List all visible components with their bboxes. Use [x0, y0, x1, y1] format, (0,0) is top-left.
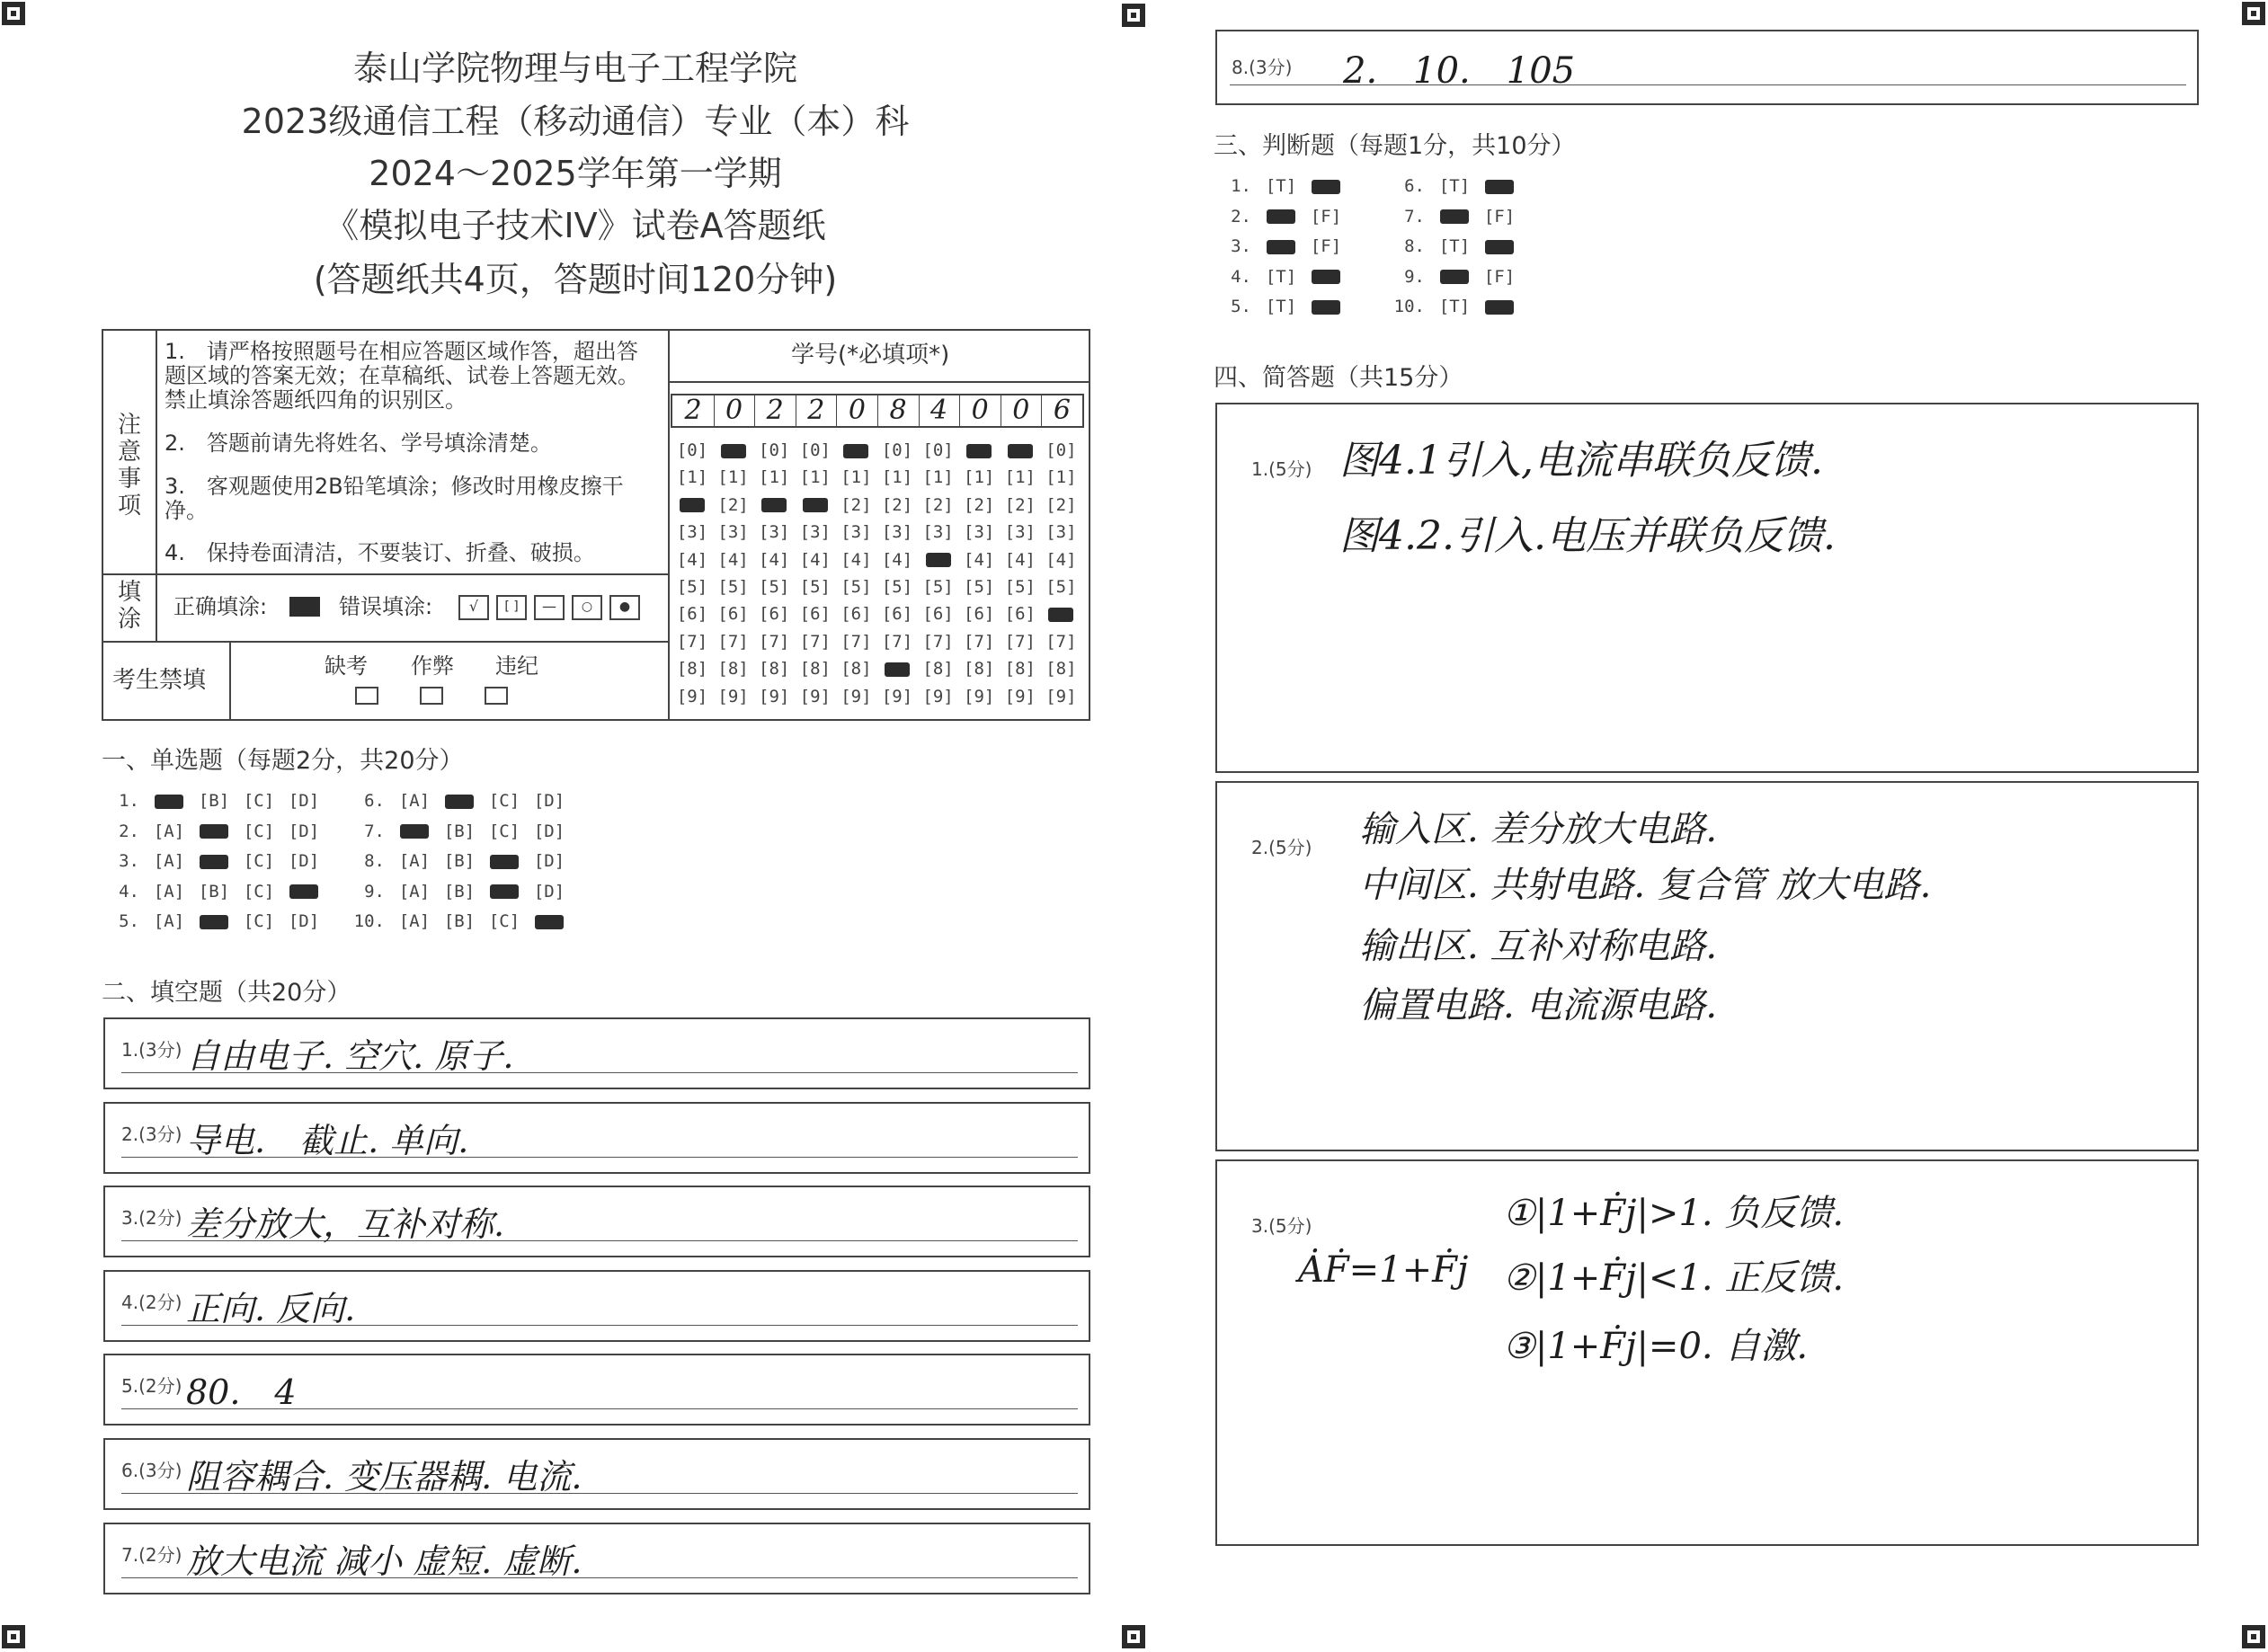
option-bubble[interactable]: [F] [1483, 206, 1516, 226]
question-number: 5. [1231, 297, 1251, 316]
student-id-bubble[interactable]: [0] [1045, 440, 1077, 460]
filled-mark [1008, 444, 1033, 458]
student-id-digit-2: 0 [725, 395, 743, 426]
wrong-fill-samples [458, 595, 640, 620]
option-bubble-filled[interactable] [1312, 300, 1340, 315]
student-id-bubble[interactable]: [0] [799, 440, 831, 460]
student-id-bubble[interactable]: [1] [799, 467, 831, 488]
fill-item-2-label: 2.(3分) [121, 1123, 182, 1145]
option-bubble[interactable]: [D] [288, 791, 320, 811]
fill-item-3-answer[interactable]: 差分放大，互补对称. [186, 1204, 505, 1245]
student-id-bubble[interactable]: [9] [922, 686, 954, 706]
student-id-bubble[interactable]: [3] [840, 522, 872, 543]
option-bubble-filled[interactable] [535, 915, 564, 929]
student-id-bubble[interactable]: [9] [759, 686, 790, 706]
student-id-bubble[interactable]: [2] [881, 494, 913, 515]
option-bubble[interactable]: [D] [533, 791, 565, 811]
student-id-bubble[interactable]: [7] [759, 631, 790, 652]
option-bubble-filled[interactable] [400, 824, 429, 839]
corner-marker-top-center [1122, 4, 1145, 27]
option-bubble[interactable]: [D] [288, 911, 320, 931]
student-id-bubble[interactable]: [1] [676, 467, 708, 488]
student-id-bubble[interactable]: [0] [759, 440, 790, 460]
student-id-bubble[interactable]: [6] [717, 604, 749, 625]
option-bubble[interactable]: [A] [153, 851, 185, 871]
single-choice-row [103, 851, 326, 871]
fill-item-4-box [103, 1270, 1090, 1342]
corner-marker-bottom-right [2242, 1625, 2265, 1648]
student-id-bubble-filled[interactable] [836, 440, 876, 460]
question-number: 4. [119, 881, 139, 901]
short-answer-2-box [1215, 781, 2199, 1151]
student-id-bubble[interactable]: [5] [964, 577, 995, 597]
question-number: 9. [1404, 266, 1425, 287]
student-id-title: 学号(*必填项*) [791, 342, 950, 369]
filled-mark [803, 498, 828, 512]
fill-item-2-box [103, 1102, 1090, 1174]
section1-title: 一、单选题（每题2分，共20分） [102, 747, 464, 775]
student-id-digit-10: 6 [1053, 395, 1071, 426]
student-id-bubble-filled[interactable] [877, 659, 917, 679]
question-number: 5. [119, 911, 139, 931]
option-bubble[interactable]: [F] [1310, 236, 1342, 256]
fill-vertical-label: 填涂 [117, 579, 141, 633]
student-id-bubble[interactable]: [6] [676, 604, 708, 625]
fill-item-4-label: 4.(2分) [121, 1291, 182, 1313]
student-id-bubble[interactable]: [1] [840, 467, 872, 488]
option-bubble-filled[interactable] [1485, 300, 1514, 315]
wrong-mark-check: √ [458, 595, 489, 620]
exam-subtitle: (答题纸共4页，答题时间120分钟) [313, 260, 838, 299]
exam-title: 《模拟电子技术IV》试卷A答题纸 [325, 206, 826, 245]
student-id-bubble[interactable]: [6] [1004, 604, 1036, 625]
student-id-bubble-filled[interactable] [919, 550, 958, 570]
single-choice-row [103, 911, 326, 931]
fill-item-8-box [1215, 30, 2199, 105]
fill-item-6-box [103, 1438, 1090, 1510]
fill-item-7-box [103, 1523, 1090, 1594]
student-id-bubble[interactable]: [4] [676, 549, 708, 570]
student-id-bubble[interactable]: [2] [922, 494, 954, 515]
option-bubble[interactable]: [B] [443, 911, 476, 931]
short-answer-3-line-1: ①|1+Ḟj|>1. 负反馈. [1503, 1193, 1845, 1234]
fill-item-1-label: 1.(3分) [121, 1039, 182, 1061]
option-bubble[interactable]: [C] [488, 911, 520, 931]
option-bubble[interactable]: [T] [1265, 176, 1297, 196]
option-bubble-filled[interactable] [1312, 270, 1340, 284]
wrong-mark-bracket: [ ] [496, 595, 527, 620]
fill-item-5-box [103, 1354, 1090, 1426]
filled-mark [1048, 608, 1073, 622]
student-id-bubble[interactable]: [7] [676, 631, 708, 652]
option-bubble[interactable]: [C] [243, 851, 275, 871]
fill-item-7-answer[interactable]: 放大电流 减小 虚短. 虚断. [186, 1541, 583, 1581]
option-bubble[interactable]: [A] [153, 911, 185, 931]
student-id-bubble[interactable]: [9] [799, 686, 831, 706]
student-id-digit-4: 2 [807, 395, 825, 426]
student-id-bubble[interactable]: [2] [840, 494, 872, 515]
notice-item-1: 1. 请严格按照题号在相应答题区域作答，超出答题区域的答案无效；在草稿纸、试卷上答题无效。禁止填涂答题纸四角的识别区。 [165, 339, 639, 413]
student-id-bubble[interactable]: [7] [964, 631, 995, 652]
single-choice-row [103, 822, 326, 841]
option-bubble-filled[interactable] [200, 855, 228, 869]
term-title: 2024～2025学年第一学期 [369, 154, 782, 193]
option-bubble[interactable]: [A] [398, 851, 431, 871]
student-id-bubble-filled[interactable] [672, 495, 712, 515]
option-bubble[interactable]: [T] [1438, 236, 1471, 256]
option-bubble-filled[interactable] [289, 884, 318, 899]
student-id-bubble[interactable]: [6] [759, 604, 790, 625]
filled-mark [926, 553, 951, 567]
single-choice-row [103, 882, 326, 901]
true-false-row [1215, 207, 1348, 226]
question-number: 8. [1404, 236, 1425, 256]
option-bubble[interactable]: [B] [198, 881, 230, 901]
option-bubble-filled[interactable] [200, 824, 228, 839]
question-number: 6. [364, 791, 385, 811]
corner-marker-top-right [2242, 2, 2265, 25]
short-answer-1-line-2: 图4.2.引入.电压并联负反馈. [1339, 513, 1836, 559]
student-id-bubble[interactable]: [3] [799, 522, 831, 543]
wrong-mark-dash: — [534, 595, 565, 620]
student-id-bubble[interactable]: [4] [964, 549, 995, 570]
student-id-bubble[interactable]: [9] [1045, 686, 1077, 706]
student-id-bubble[interactable]: [1] [759, 467, 790, 488]
question-number: 3. [119, 851, 139, 871]
fill-item-6-answer[interactable]: 阻容耦合. 变压器耦. 电流. [186, 1457, 583, 1497]
student-id-bubble[interactable]: [4] [717, 549, 749, 570]
student-id-bubble[interactable]: [9] [964, 686, 995, 706]
option-bubble-filled[interactable] [1312, 180, 1340, 194]
student-id-bubble[interactable]: [4] [799, 549, 831, 570]
fill-item-6-label: 6.(3分) [121, 1460, 182, 1481]
student-id-digit-7: 4 [930, 395, 948, 426]
student-id-bubble[interactable]: [0] [881, 440, 913, 460]
option-bubble[interactable]: [D] [288, 851, 320, 871]
student-id-bubble[interactable]: [7] [1004, 631, 1036, 652]
true-false-row [1215, 267, 1348, 287]
option-bubble-filled[interactable] [1485, 180, 1514, 194]
option-bubble-filled[interactable] [1440, 209, 1469, 224]
student-id-bubble[interactable]: [1] [1045, 467, 1077, 488]
student-id-bubble[interactable]: [8] [1004, 659, 1036, 679]
question-number: 9. [364, 881, 385, 901]
student-id-bubble[interactable]: [3] [1045, 522, 1077, 543]
notice-item-2: 2. 答题前请先将姓名、学号填涂清楚。 [165, 431, 552, 456]
corner-marker-bottom-center [1122, 1625, 1145, 1648]
student-id-bubble-filled[interactable] [714, 440, 753, 460]
true-false-row [1389, 236, 1522, 256]
fill-item-3-box [103, 1186, 1090, 1257]
filled-mark [966, 444, 992, 458]
wrong-mark-circle: ○ [572, 595, 602, 620]
option-bubble[interactable]: [C] [243, 821, 275, 841]
option-bubble[interactable]: [C] [243, 791, 275, 811]
student-id-bubble[interactable]: [9] [840, 686, 872, 706]
true-false-row [1215, 176, 1348, 196]
short-answer-2-line-4: 偏置电路. 电流源电路. [1359, 985, 1718, 1026]
student-id-bubble[interactable]: [6] [964, 604, 995, 625]
question-number: 6. [1404, 176, 1425, 196]
option-bubble-filled[interactable] [200, 915, 228, 929]
student-id-bubble[interactable]: [5] [922, 577, 954, 597]
option-bubble[interactable]: [B] [443, 851, 476, 871]
option-bubble[interactable]: [D] [533, 851, 565, 871]
student-id-bubble[interactable]: [8] [759, 659, 790, 679]
student-id-bubble[interactable]: [5] [717, 577, 749, 597]
option-bubble-filled[interactable] [490, 884, 519, 899]
fill-item-8-answer: 2. 10. 105 [1343, 50, 1576, 92]
student-id-bubble[interactable]: [5] [1045, 577, 1077, 597]
true-false-row [1389, 297, 1522, 316]
student-id-bubble-filled[interactable] [1001, 440, 1040, 460]
student-id-digit-8: 0 [971, 395, 989, 426]
student-id-bubble[interactable]: [1] [964, 467, 995, 488]
student-id-bubble[interactable]: [9] [676, 686, 708, 706]
fill-item-4-answer[interactable]: 正向. 反向. [186, 1288, 356, 1328]
student-id-bubble[interactable]: [2] [964, 494, 995, 515]
filled-mark [885, 662, 910, 677]
notice-item-4: 4. 保持卷面清洁，不要装订、折叠、破损。 [165, 540, 595, 565]
student-id-bubble-filled[interactable] [796, 495, 835, 515]
filled-mark [680, 498, 705, 512]
student-id-digit-6: 8 [889, 395, 907, 426]
true-false-row [1389, 207, 1522, 226]
option-bubble[interactable]: [A] [153, 881, 185, 901]
option-bubble[interactable]: [T] [1265, 297, 1297, 316]
student-id-bubble[interactable]: [1] [717, 467, 749, 488]
short-answer-3-formula: ȦḞ=1+Ḟj [1298, 1249, 1469, 1291]
option-bubble-filled[interactable] [1267, 209, 1295, 224]
forbidden-label: 考生禁填 [112, 667, 207, 694]
short-answer-2-line-3: 输出区. 互补对称电路. [1359, 926, 1718, 967]
question-number: 2. [119, 821, 139, 841]
option-bubble[interactable]: [D] [533, 881, 565, 901]
student-id-bubble[interactable]: [9] [881, 686, 913, 706]
wrong-fill-label: 错误填涂: [339, 594, 433, 619]
correct-fill-label: 正确填涂: [173, 594, 268, 619]
student-id-bubble[interactable]: [5] [1004, 577, 1036, 597]
single-choice-row [349, 882, 572, 901]
student-id-bubble[interactable]: [8] [799, 659, 831, 679]
student-id-bubble[interactable]: [8] [717, 659, 749, 679]
student-id-bubble[interactable]: [8] [840, 659, 872, 679]
student-id-bubble[interactable]: [2] [1045, 494, 1077, 515]
student-id-digit-1: 2 [684, 395, 702, 426]
question-number: 10. [1393, 297, 1425, 316]
short-answer-3-box [1215, 1159, 2199, 1546]
question-number: 7. [364, 821, 385, 841]
single-choice-row [349, 911, 572, 931]
student-id-digit-9: 0 [1012, 395, 1030, 426]
short-answer-1-label: 1.(5分) [1251, 458, 1312, 480]
student-id-bubble[interactable]: [8] [1045, 659, 1077, 679]
student-id-bubble[interactable]: [7] [840, 631, 872, 652]
correct-fill-sample [289, 597, 320, 617]
option-bubble[interactable]: [A] [153, 821, 185, 841]
option-bubble-filled[interactable] [490, 855, 519, 869]
student-id-bubble[interactable]: [4] [840, 549, 872, 570]
option-bubble[interactable]: [C] [488, 791, 520, 811]
student-id-bubble[interactable]: [3] [717, 522, 749, 543]
student-id-bubble[interactable]: [1] [922, 467, 954, 488]
short-answer-1-line-1: 图4.1引入,电流串联负反馈. [1339, 438, 1823, 484]
filled-mark [761, 498, 787, 512]
student-id-bubble[interactable]: [3] [759, 522, 790, 543]
option-bubble[interactable]: [D] [533, 821, 565, 841]
student-id-bubble[interactable]: [7] [799, 631, 831, 652]
student-id-bubble[interactable]: [6] [922, 604, 954, 625]
notice-item-3: 3. 客观题使用2B铅笔填涂；修改时用橡皮擦干净。 [165, 474, 624, 523]
option-bubble[interactable]: [B] [443, 881, 476, 901]
single-choice-row [349, 851, 572, 871]
short-answer-2-line-1: 输入区. 差分放大电路. [1359, 809, 1718, 850]
short-answer-1-box [1215, 403, 2199, 773]
student-id-bubble[interactable]: [7] [881, 631, 913, 652]
student-id-bubble[interactable]: [4] [1004, 549, 1036, 570]
student-id-bubble[interactable]: [5] [881, 577, 913, 597]
student-id-bubble[interactable]: [5] [676, 577, 708, 597]
fill-item-3-label: 3.(2分) [121, 1207, 182, 1230]
option-bubble[interactable]: [A] [398, 881, 431, 901]
filled-mark [721, 444, 746, 458]
student-id-bubble[interactable]: [5] [799, 577, 831, 597]
single-choice-row [349, 822, 572, 841]
option-bubble-filled[interactable] [1267, 240, 1295, 254]
student-id-bubble[interactable]: [2] [1004, 494, 1036, 515]
true-false-row [1389, 176, 1522, 196]
short-answer-3-line-3: ③|1+Ḟj|=0. 自激. [1503, 1326, 1809, 1367]
question-number: 10. [353, 911, 385, 931]
student-id-bubble[interactable]: [5] [759, 577, 790, 597]
option-bubble[interactable]: [C] [243, 881, 275, 901]
student-id-bubble[interactable]: [6] [840, 604, 872, 625]
student-id-bubble-filled[interactable] [754, 495, 794, 515]
student-id-digit-5: 0 [848, 395, 866, 426]
notice-vertical-label: 注意事项 [117, 412, 141, 520]
single-choice-row [103, 791, 326, 811]
option-bubble-filled[interactable] [1440, 270, 1469, 284]
question-number: 3. [1231, 236, 1251, 256]
corner-marker-top-left [2, 2, 25, 25]
option-bubble[interactable]: [A] [398, 911, 431, 931]
option-bubble[interactable]: [C] [488, 821, 520, 841]
absent-label: 缺考 [325, 653, 368, 679]
fill-item-7-label: 7.(2分) [121, 1543, 182, 1566]
option-bubble[interactable]: [F] [1310, 206, 1342, 226]
option-bubble[interactable]: [T] [1265, 266, 1297, 287]
student-id-bubble[interactable]: [4] [881, 549, 913, 570]
section3-title: 三、判断题（每题1分，共10分） [1214, 132, 1576, 160]
student-id-bubble[interactable]: [8] [964, 659, 995, 679]
true-false-row [1215, 297, 1348, 316]
violation-checkbox[interactable] [485, 687, 508, 705]
option-bubble[interactable]: [T] [1438, 297, 1471, 316]
student-id-bubble[interactable]: [3] [1004, 522, 1036, 543]
student-id-bubble[interactable]: [1] [1004, 467, 1036, 488]
student-id-bubble[interactable]: [9] [1004, 686, 1036, 706]
student-id-bubble[interactable]: [8] [676, 659, 708, 679]
option-bubble[interactable]: [F] [1483, 266, 1516, 287]
student-id-bubble[interactable]: [3] [676, 522, 708, 543]
question-number: 2. [1231, 206, 1251, 226]
question-number: 1. [119, 791, 139, 811]
fill-item-5-label: 5.(2分) [121, 1375, 182, 1398]
short-answer-2-line-2: 中间区. 共射电路. 复合管 放大电路. [1359, 865, 1932, 906]
student-id-bubble[interactable]: [3] [964, 522, 995, 543]
student-id-bubble-filled[interactable] [1041, 604, 1081, 624]
option-bubble[interactable]: [T] [1438, 176, 1471, 196]
true-false-row [1215, 236, 1348, 256]
student-id-bubble[interactable]: [4] [1045, 549, 1077, 570]
option-bubble-filled[interactable] [445, 795, 474, 809]
short-answer-2-label: 2.(5分) [1251, 837, 1312, 858]
section4-title: 四、简答题（共15分） [1214, 364, 1463, 392]
student-id-bubble[interactable]: [0] [676, 440, 708, 460]
student-id-bubble[interactable]: [7] [922, 631, 954, 652]
short-answer-3-line-2: ②|1+Ḟj|<1. 正反馈. [1503, 1257, 1845, 1299]
cheating-label: 作弊 [411, 653, 454, 679]
student-id-bubble[interactable]: [6] [799, 604, 831, 625]
fill-item-1-answer[interactable]: 自由电子. 空穴. 原子. [186, 1036, 514, 1076]
section2-title: 二、填空题（共20分） [102, 979, 351, 1007]
student-id-digit-3: 2 [766, 395, 784, 426]
major-title: 2023级通信工程（移动通信）专业（本）科 [241, 102, 910, 141]
wrong-mark-dot: ● [609, 595, 640, 620]
option-bubble-filled[interactable] [1485, 240, 1514, 254]
student-id-bubble[interactable]: [4] [759, 549, 790, 570]
school-title: 泰山学院物理与电子工程学院 [352, 49, 797, 88]
option-bubble[interactable]: [C] [243, 911, 275, 931]
option-bubble[interactable]: [B] [443, 821, 476, 841]
student-id-bubble-filled[interactable] [959, 440, 999, 460]
question-number: 4. [1231, 266, 1251, 287]
option-bubble[interactable]: [D] [288, 821, 320, 841]
student-id-bubble[interactable]: [8] [922, 659, 954, 679]
question-number: 7. [1404, 206, 1425, 226]
student-id-bubble[interactable]: [2] [717, 494, 749, 515]
fill-item-1-box [103, 1017, 1090, 1089]
student-id-bubble[interactable]: [9] [717, 686, 749, 706]
student-id-bubble[interactable]: [3] [922, 522, 954, 543]
option-bubble-filled[interactable] [155, 795, 183, 809]
question-number: 1. [1231, 176, 1251, 196]
fill-item-2-answer[interactable]: 导电. 截止. 单向. [186, 1120, 469, 1160]
absent-checkbox[interactable] [355, 687, 378, 705]
fill-item-5-answer[interactable]: 80. 4 [186, 1372, 297, 1413]
student-id-bubble[interactable]: [1] [881, 467, 913, 488]
option-bubble[interactable]: [B] [198, 791, 230, 811]
student-id-bubble[interactable]: [6] [881, 604, 913, 625]
short-answer-3-label: 3.(5分) [1251, 1215, 1312, 1237]
filled-mark [843, 444, 868, 458]
student-id-bubble[interactable]: [0] [922, 440, 954, 460]
option-bubble[interactable]: [A] [398, 791, 431, 811]
student-id-bubble[interactable]: [3] [881, 522, 913, 543]
cheating-checkbox[interactable] [420, 687, 443, 705]
violation-label: 违纪 [495, 653, 538, 679]
corner-marker-bottom-left [2, 1625, 25, 1648]
student-id-bubble[interactable]: [7] [1045, 631, 1077, 652]
true-false-row [1389, 267, 1522, 287]
student-id-bubble[interactable]: [5] [840, 577, 872, 597]
single-choice-row [349, 791, 572, 811]
student-id-bubble[interactable]: [7] [717, 631, 749, 652]
question-number: 8. [364, 851, 385, 871]
fill-item-8-label: 8.(3分) [1232, 57, 1293, 78]
